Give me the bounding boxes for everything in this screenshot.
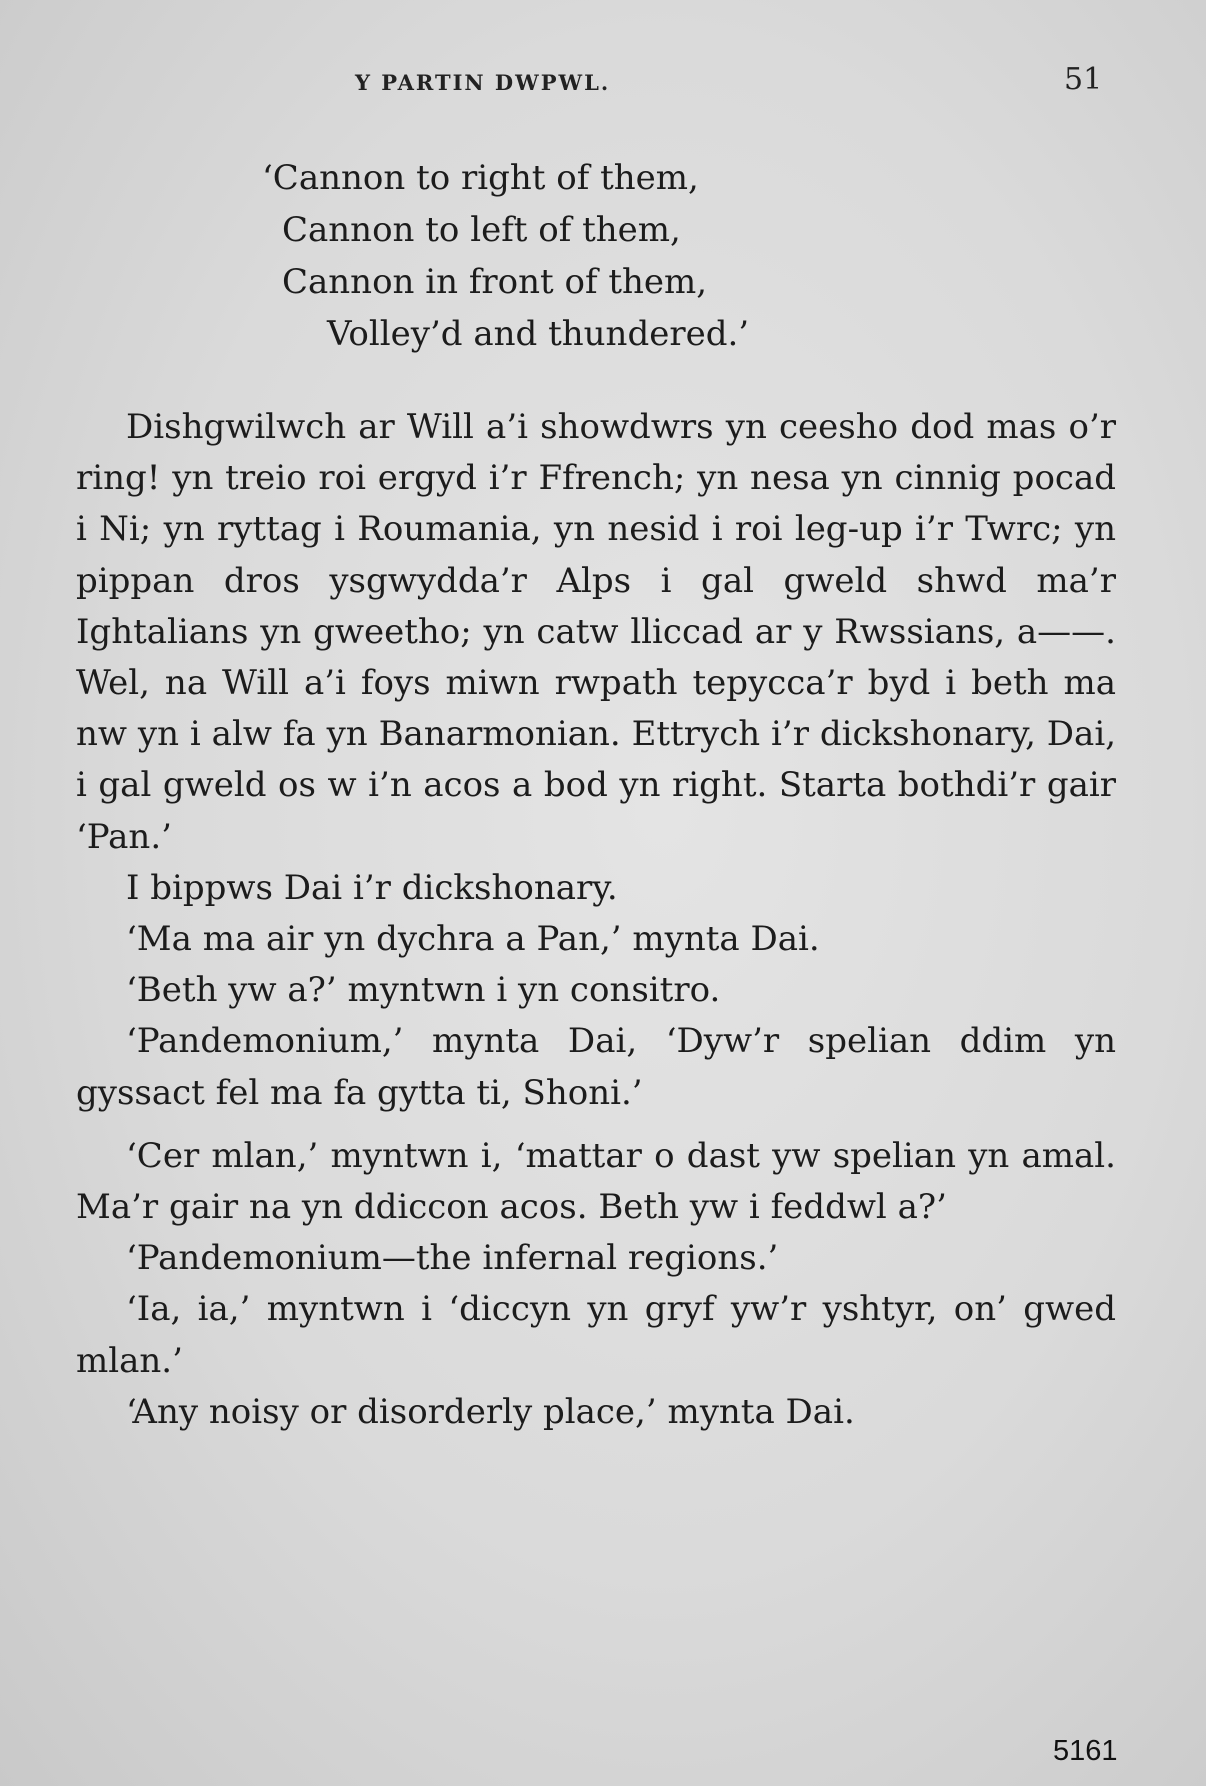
running-title: Y PARTIN DWPWL. bbox=[355, 70, 611, 95]
verse-line: ‘Cannon to right of them, bbox=[262, 158, 699, 198]
paragraph: ‘Any noisy or disorderly place,’ mynta Dai. bbox=[126, 1391, 855, 1432]
paragraph: Dishgwilwch ar Will a’i showdwrs yn ceesho dod mas o’r ring! yn treio roi ergyd i’r Ffrench; yn nesa yn cinnig pocad i Ni; yn ryttag i Roumania, yn nesid i roi leg-up i’r Twrc; yn pippan dros ysgwydda’r Alps i gal gweld shwd ma’r Ightalians yn gweetho; yn catw lliccad ar y Rwssians, a——. Wel, na Will a’i foys miwn rwpath tepycca’r byd i beth ma nw yn i alw fa yn Banarmonian. Ettrych i’r dickshonary, Dai, i gal gweld os w i’n acos a bod yn right. Starta bothdi’r gair ‘Pan.’ bbox=[76, 407, 1116, 857]
verse-line: Volley’d and thundered.’ bbox=[327, 314, 750, 354]
paragraph: ‘Cer mlan,’ myntwn i, ‘mattar o dast yw spelian yn amal. Ma’r gair na yn ddiccon acos. Beth yw i feddwl a?’ bbox=[76, 1135, 1116, 1228]
paragraph: ‘Pandemonium,’ mynta Dai, ‘Dyw’r spelian ddim yn gyssact fel ma fa gytta ti, Shoni.’ bbox=[76, 1021, 1116, 1113]
verse-line: Cannon in front of them, bbox=[282, 262, 708, 302]
paragraph: ‘Pandemonium—the infernal regions.’ bbox=[126, 1238, 779, 1279]
page-number: 51 bbox=[1064, 62, 1103, 97]
verse-quotation bbox=[262, 152, 749, 360]
archive-stamp-number: 5161 bbox=[1053, 1735, 1118, 1767]
paragraph: ‘Ia, ia,’ myntwn i ‘diccyn yn gryf yw’r yshtyr, on’ gwed mlan.’ bbox=[76, 1289, 1116, 1381]
paragraph: ‘Ma ma air yn dychra a Pan,’ mynta Dai. bbox=[126, 919, 820, 960]
paragraph: I bippws Dai i’r dickshonary. bbox=[126, 867, 618, 908]
body-text bbox=[76, 402, 1116, 1438]
paragraph: ‘Beth yw a?’ myntwn i yn consitro. bbox=[126, 970, 721, 1011]
verse-line: Cannon to left of them, bbox=[282, 210, 681, 250]
